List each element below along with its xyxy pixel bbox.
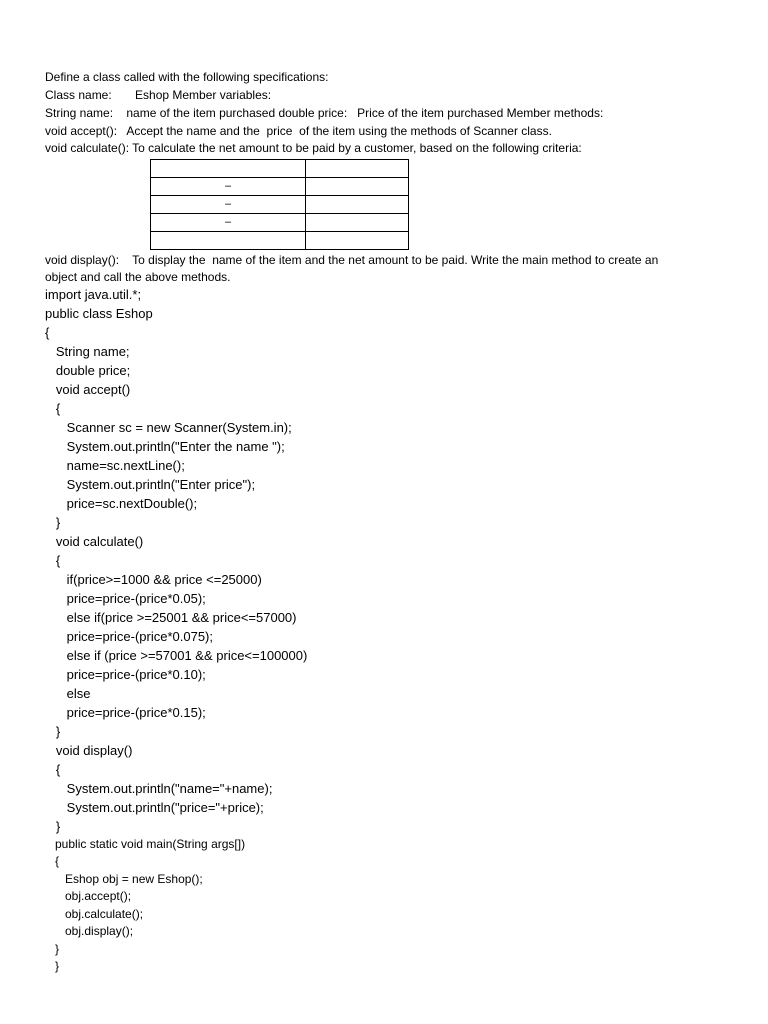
code-line: { xyxy=(45,762,61,777)
table-cell xyxy=(151,160,306,178)
code-line: Eshop obj = new Eshop(); xyxy=(45,872,203,886)
code-line: } xyxy=(45,942,60,956)
code-line: System.out.println("price="+price); xyxy=(45,800,264,815)
table-cell xyxy=(306,196,409,214)
code-line: obj.display(); xyxy=(45,924,134,938)
spec-line: object and call the above methods. xyxy=(45,270,231,284)
spec-line: void calculate(): To calculate the net amount to be paid by a customer, based on the following criteria: xyxy=(45,141,582,155)
code-line: obj.accept(); xyxy=(45,889,132,903)
code-line: if(price>=1000 && price <=25000) xyxy=(45,572,262,587)
table-row xyxy=(151,178,409,196)
table-cell: – xyxy=(151,178,306,196)
code-line: { xyxy=(45,401,61,416)
table-cell: – xyxy=(151,214,306,232)
spec-line: Define a class called with the following specifications: xyxy=(45,70,329,84)
code-line: void accept() xyxy=(45,382,131,397)
code-line: { xyxy=(45,325,50,340)
code-line: else if(price >=25001 && price<=57000) xyxy=(45,610,297,625)
table-cell: – xyxy=(151,196,306,214)
table-row xyxy=(151,232,409,250)
criteria-table xyxy=(150,159,409,250)
code-line: obj.calculate(); xyxy=(45,907,144,921)
code-line: { xyxy=(45,854,60,868)
code-line: price=price-(price*0.10); xyxy=(45,667,206,682)
code-line: name=sc.nextLine(); xyxy=(45,458,185,473)
code-line: import java.util.*; xyxy=(45,287,142,302)
spec-line: String name: name of the item purchased double price: Price of the item purchased Member methods: xyxy=(45,106,604,120)
table-cell xyxy=(151,232,306,250)
code-line: price=price-(price*0.15); xyxy=(45,705,206,720)
table-cell xyxy=(306,214,409,232)
code-line: } xyxy=(45,959,60,973)
code-line: System.out.println("Enter price"); xyxy=(45,477,256,492)
spec-line: Class name: Eshop Member variables: xyxy=(45,88,272,102)
code-line: public static void main(String args[]) xyxy=(45,837,246,851)
code-line: else if (price >=57001 && price<=100000) xyxy=(45,648,308,663)
code-line: String name; xyxy=(45,344,130,359)
spec-line: void accept(): Accept the name and the price of the item using the methods of Scanner class. xyxy=(45,124,552,138)
code-line: System.out.println("name="+name); xyxy=(45,781,273,796)
table-row xyxy=(151,196,409,214)
code-line: { xyxy=(45,553,61,568)
code-line: double price; xyxy=(45,363,131,378)
code-line: void display() xyxy=(45,743,133,758)
code-line: public class Eshop xyxy=(45,306,153,321)
table-row xyxy=(151,214,409,232)
table-cell xyxy=(306,160,409,178)
code-line: else xyxy=(45,686,91,701)
table-cell xyxy=(306,232,409,250)
table-cell xyxy=(306,178,409,196)
code-line: Scanner sc = new Scanner(System.in); xyxy=(45,420,292,435)
code-line: } xyxy=(45,724,61,739)
code-line: price=sc.nextDouble(); xyxy=(45,496,198,511)
spec-line: void display(): To display the name of the item and the net amount to be paid. Write the main method to create an xyxy=(45,253,659,267)
table-row xyxy=(151,160,409,178)
code-line: } xyxy=(45,819,61,834)
code-line: price=price-(price*0.05); xyxy=(45,591,206,606)
code-line: price=price-(price*0.075); xyxy=(45,629,213,644)
code-line: } xyxy=(45,515,61,530)
code-line: void calculate() xyxy=(45,534,144,549)
code-line: System.out.println("Enter the name "); xyxy=(45,439,285,454)
